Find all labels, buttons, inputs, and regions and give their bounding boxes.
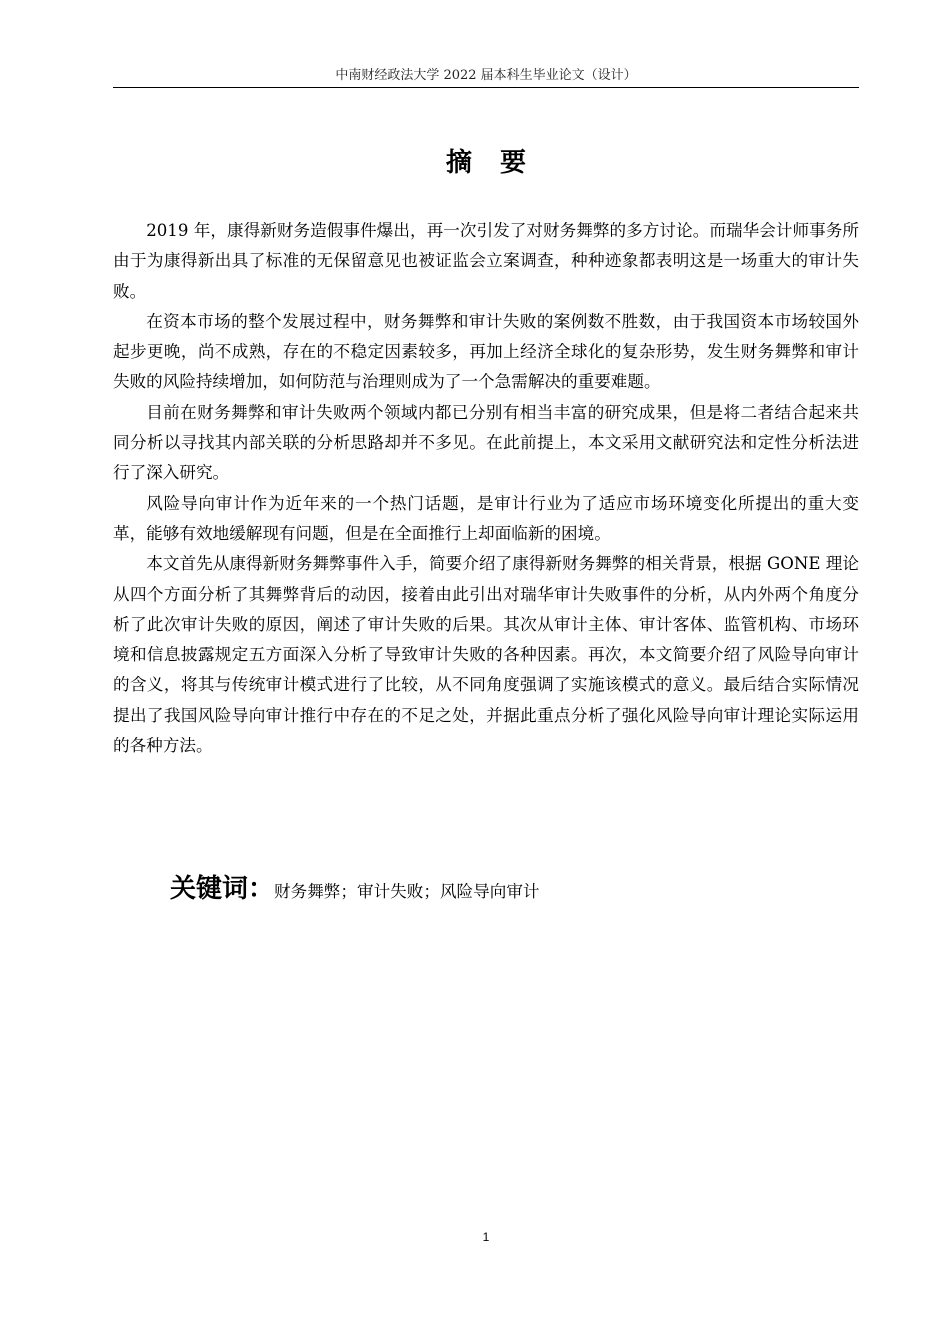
paragraph-3: 目前在财务舞弊和审计失败两个领域内都已分别有相当丰富的研究成果，但是将二者结合起来共同分析以寻找其内部关联的分析思路却并不多见。在此前提上，本文采用文献研究法和定性分析法进行了深入研究。 xyxy=(113,402,859,483)
abstract-body xyxy=(113,216,859,761)
paragraph-1: 2019 年，康得新财务造假事件爆出，再一次引发了对财务舞弊的多方讨论。而瑞华会计师事务所由于为康得新出具了标准的无保留意见也被证监会立案调查，种种迹象都表明这是一场重大的审计失败。 xyxy=(113,221,859,301)
paragraph-4: 风险导向审计作为近年来的一个热门话题，是审计行业为了适应市场环境变化所提出的重大变革，能够有效地缓解现有问题，但是在全面推行上却面临新的困境。 xyxy=(113,493,859,543)
header-divider xyxy=(113,87,859,88)
keywords-label: 关键词： xyxy=(170,874,275,904)
keywords-text: 财务舞弊；审计失败；风险导向审计 xyxy=(274,882,540,901)
running-header: 中南财经政法大学 2022 届本科生毕业论文（设计） xyxy=(335,68,637,83)
abstract-title: 摘要 xyxy=(445,148,554,178)
page-number: 1 xyxy=(482,1230,490,1244)
paragraph-5: 本文首先从康得新财务舞弊事件入手，简要介绍了康得新财务舞弊的相关背景，根据 GONE 理论从四个方面分析了其舞弊背后的动因，接着由此引出对瑞华审计失败事件的分析，从内外两个角度分析了此次审计失败的原因，阐述了审计失败的后果。其次从审计主体、审计客体、监管机构、市场环境和信息披露规定五方面深入分析了导致审计失败的各种因素。再次，本文简要介绍了风险导向审计的含义，将其与传统审计模式进行了比较，从不同角度强调了实施该模式的意义。最后结合实际情况提出了我国风险导向审计推行中存在的不足之处，并据此重点分析了强化风险导向审计理论实际运用的各种方法。 xyxy=(113,554,859,756)
keywords-line xyxy=(170,871,860,910)
paragraph-2: 在资本市场的整个发展过程中，财务舞弊和审计失败的案例数不胜数，由于我国资本市场较国外起步更晚，尚不成熟，存在的不稳定因素较多，再加上经济全球化的复杂形势，发生财务舞弊和审计失败的风险持续增加，如何防范与治理则成为了一个急需解决的重要难题。 xyxy=(113,311,859,392)
